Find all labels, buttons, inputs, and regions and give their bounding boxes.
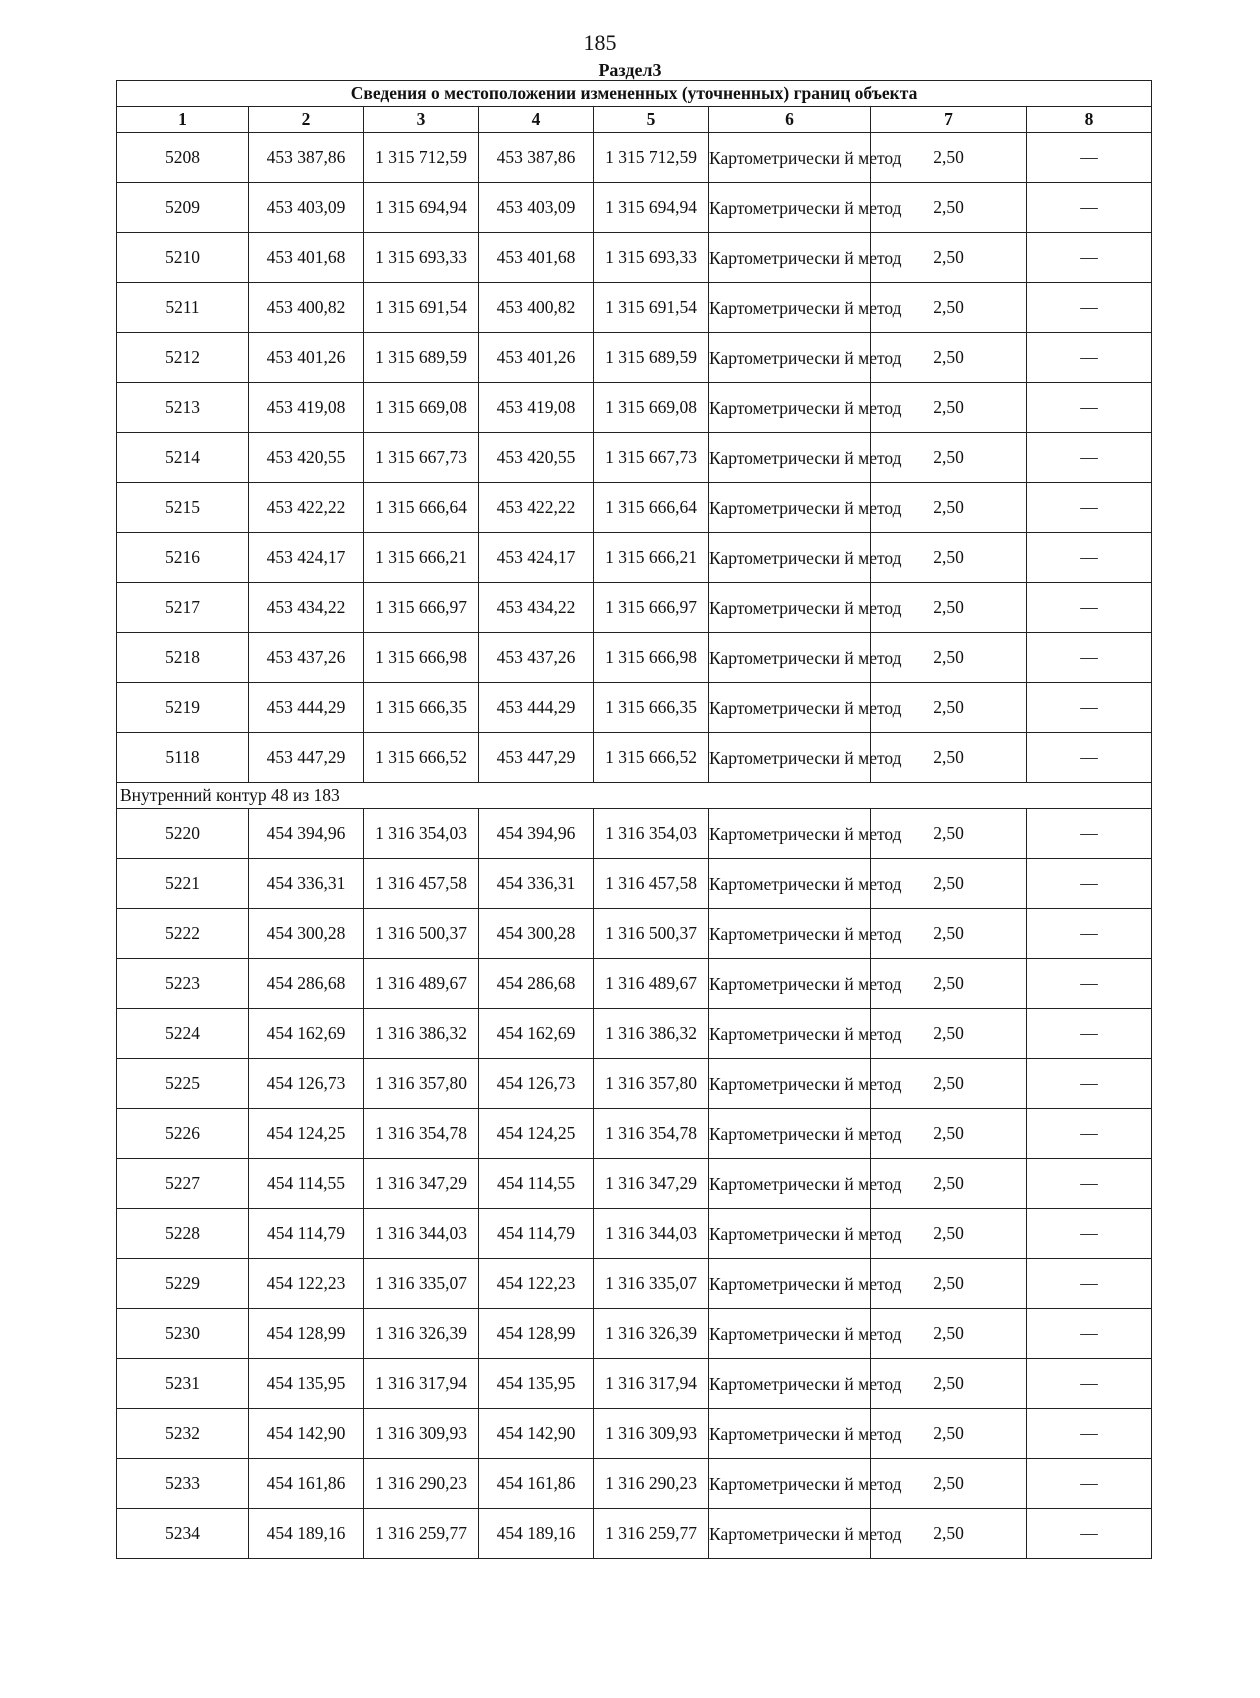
cell-x-old: 454 122,23	[249, 1259, 364, 1309]
cell-y-old: 1 316 317,94	[364, 1359, 479, 1409]
cell-point-number: 5225	[117, 1059, 249, 1109]
cell-method: Картометрически й метод	[709, 233, 871, 283]
cell-x-new: 454 114,55	[479, 1159, 594, 1209]
cell-y-old: 1 316 354,03	[364, 809, 479, 859]
cell-y-new: 1 315 712,59	[594, 133, 709, 183]
cell-x-old: 453 447,29	[249, 733, 364, 783]
table-row	[117, 183, 1152, 233]
table-row	[117, 1209, 1152, 1259]
cell-x-old: 454 126,73	[249, 1059, 364, 1109]
cell-y-new: 1 315 666,64	[594, 483, 709, 533]
cell-point-number: 5218	[117, 633, 249, 683]
cell-x-new: 454 300,28	[479, 909, 594, 959]
cell-y-old: 1 315 667,73	[364, 433, 479, 483]
column-number-row	[117, 107, 1152, 133]
cell-x-old: 453 401,26	[249, 333, 364, 383]
cell-x-new: 453 422,22	[479, 483, 594, 533]
column-number-8: 8	[1027, 107, 1152, 133]
cell-accuracy: 2,50	[871, 959, 1027, 1009]
column-number-7: 7	[871, 107, 1027, 133]
cell-accuracy: 2,50	[871, 733, 1027, 783]
cell-y-old: 1 316 344,03	[364, 1209, 479, 1259]
cell-accuracy: 2,50	[871, 909, 1027, 959]
table-row	[117, 233, 1152, 283]
table-title-row	[117, 81, 1152, 107]
cell-y-old: 1 315 666,21	[364, 533, 479, 583]
cell-x-new: 453 424,17	[479, 533, 594, 583]
table-row	[117, 1159, 1152, 1209]
cell-description: —	[1027, 533, 1152, 583]
cell-x-old: 453 444,29	[249, 683, 364, 733]
cell-accuracy: 2,50	[871, 183, 1027, 233]
table-row	[117, 809, 1152, 859]
cell-method: Картометрически й метод	[709, 283, 871, 333]
table-row	[117, 383, 1152, 433]
cell-x-old: 454 114,79	[249, 1209, 364, 1259]
cell-point-number: 5209	[117, 183, 249, 233]
cell-y-new: 1 315 694,94	[594, 183, 709, 233]
cell-x-new: 454 162,69	[479, 1009, 594, 1059]
cell-description: —	[1027, 283, 1152, 333]
cell-y-new: 1 316 259,77	[594, 1509, 709, 1559]
cell-y-old: 1 316 357,80	[364, 1059, 479, 1109]
cell-method: Картометрически й метод	[709, 183, 871, 233]
cell-x-new: 454 142,90	[479, 1409, 594, 1459]
cell-y-old: 1 315 694,94	[364, 183, 479, 233]
cell-method: Картометрически й метод	[709, 483, 871, 533]
cell-description: —	[1027, 1059, 1152, 1109]
table-row	[117, 583, 1152, 633]
cell-method: Картометрически й метод	[709, 333, 871, 383]
cell-x-new: 453 400,82	[479, 283, 594, 333]
cell-method: Картометрически й метод	[709, 1259, 871, 1309]
cell-accuracy: 2,50	[871, 433, 1027, 483]
cell-x-old: 453 419,08	[249, 383, 364, 433]
table-row	[117, 1109, 1152, 1159]
cell-x-new: 454 128,99	[479, 1309, 594, 1359]
cell-y-new: 1 316 489,67	[594, 959, 709, 1009]
cell-description: —	[1027, 1459, 1152, 1509]
cell-point-number: 5214	[117, 433, 249, 483]
cell-description: —	[1027, 183, 1152, 233]
cell-y-new: 1 316 326,39	[594, 1309, 709, 1359]
cell-description: —	[1027, 1309, 1152, 1359]
cell-accuracy: 2,50	[871, 859, 1027, 909]
cell-x-new: 454 114,79	[479, 1209, 594, 1259]
table-row	[117, 433, 1152, 483]
cell-accuracy: 2,50	[871, 1359, 1027, 1409]
table-row	[117, 683, 1152, 733]
cell-point-number: 5118	[117, 733, 249, 783]
cell-point-number: 5226	[117, 1109, 249, 1159]
cell-y-old: 1 315 666,64	[364, 483, 479, 533]
table-row	[117, 333, 1152, 383]
cell-point-number: 5215	[117, 483, 249, 533]
cell-accuracy: 2,50	[871, 233, 1027, 283]
cell-y-new: 1 315 666,97	[594, 583, 709, 633]
cell-y-old: 1 315 691,54	[364, 283, 479, 333]
cell-x-old: 454 114,55	[249, 1159, 364, 1209]
cell-method: Картометрически й метод	[709, 909, 871, 959]
table-row	[117, 533, 1152, 583]
cell-y-new: 1 315 669,08	[594, 383, 709, 433]
cell-method: Картометрически й метод	[709, 1009, 871, 1059]
cell-accuracy: 2,50	[871, 1309, 1027, 1359]
cell-description: —	[1027, 1159, 1152, 1209]
cell-point-number: 5224	[117, 1009, 249, 1059]
column-number-4: 4	[479, 107, 594, 133]
cell-method: Картометрически й метод	[709, 683, 871, 733]
cell-x-old: 453 422,22	[249, 483, 364, 533]
table-row	[117, 1459, 1152, 1509]
cell-y-new: 1 315 689,59	[594, 333, 709, 383]
cell-accuracy: 2,50	[871, 583, 1027, 633]
table-row	[117, 1309, 1152, 1359]
cell-description: —	[1027, 1259, 1152, 1309]
cell-accuracy: 2,50	[871, 809, 1027, 859]
cell-description: —	[1027, 909, 1152, 959]
cell-point-number: 5222	[117, 909, 249, 959]
table-row	[117, 133, 1152, 183]
cell-y-new: 1 316 500,37	[594, 909, 709, 959]
cell-point-number: 5228	[117, 1209, 249, 1259]
cell-accuracy: 2,50	[871, 333, 1027, 383]
cell-y-old: 1 315 666,35	[364, 683, 479, 733]
cell-accuracy: 2,50	[871, 1509, 1027, 1559]
cell-accuracy: 2,50	[871, 683, 1027, 733]
cell-x-old: 453 400,82	[249, 283, 364, 333]
cell-y-new: 1 315 693,33	[594, 233, 709, 283]
cell-x-old: 454 394,96	[249, 809, 364, 859]
cell-x-new: 453 387,86	[479, 133, 594, 183]
cell-y-new: 1 316 344,03	[594, 1209, 709, 1259]
cell-accuracy: 2,50	[871, 1209, 1027, 1259]
cell-description: —	[1027, 1109, 1152, 1159]
cell-description: —	[1027, 1359, 1152, 1409]
contour-label: Внутренний контур 48 из 183	[117, 783, 1152, 809]
cell-y-old: 1 316 259,77	[364, 1509, 479, 1559]
cell-y-new: 1 315 666,35	[594, 683, 709, 733]
cell-point-number: 5233	[117, 1459, 249, 1509]
cell-method: Картометрически й метод	[709, 433, 871, 483]
cell-accuracy: 2,50	[871, 1109, 1027, 1159]
table-row	[117, 1259, 1152, 1309]
table-title: Сведения о местоположении измененных (уточненных) границ объекта	[117, 81, 1152, 107]
cell-y-old: 1 315 666,98	[364, 633, 479, 683]
cell-description: —	[1027, 683, 1152, 733]
table-row	[117, 633, 1152, 683]
cell-y-new: 1 315 666,21	[594, 533, 709, 583]
cell-y-old: 1 315 669,08	[364, 383, 479, 433]
column-number-3: 3	[364, 107, 479, 133]
table-row	[117, 959, 1152, 1009]
cell-y-old: 1 316 326,39	[364, 1309, 479, 1359]
table-row	[117, 1059, 1152, 1109]
cell-y-new: 1 315 666,98	[594, 633, 709, 683]
column-number-5: 5	[594, 107, 709, 133]
cell-y-new: 1 315 691,54	[594, 283, 709, 333]
cell-x-old: 454 286,68	[249, 959, 364, 1009]
cell-accuracy: 2,50	[871, 1009, 1027, 1059]
cell-point-number: 5216	[117, 533, 249, 583]
cell-method: Картометрически й метод	[709, 1109, 871, 1159]
cell-x-new: 454 189,16	[479, 1509, 594, 1559]
cell-x-old: 454 142,90	[249, 1409, 364, 1459]
cell-x-new: 453 401,68	[479, 233, 594, 283]
cell-accuracy: 2,50	[871, 1259, 1027, 1309]
cell-x-new: 453 444,29	[479, 683, 594, 733]
cell-y-old: 1 316 489,67	[364, 959, 479, 1009]
cell-x-old: 454 300,28	[249, 909, 364, 959]
cell-description: —	[1027, 859, 1152, 909]
cell-accuracy: 2,50	[871, 1459, 1027, 1509]
cell-method: Картометрически й метод	[709, 1059, 871, 1109]
cell-accuracy: 2,50	[871, 633, 1027, 683]
cell-x-old: 454 124,25	[249, 1109, 364, 1159]
cell-point-number: 5231	[117, 1359, 249, 1409]
column-number-2: 2	[249, 107, 364, 133]
cell-y-new: 1 316 317,94	[594, 1359, 709, 1409]
cell-description: —	[1027, 383, 1152, 433]
cell-y-old: 1 315 689,59	[364, 333, 479, 383]
cell-accuracy: 2,50	[871, 283, 1027, 333]
cell-description: —	[1027, 233, 1152, 283]
cell-x-old: 453 387,86	[249, 133, 364, 183]
cell-description: —	[1027, 483, 1152, 533]
cell-y-new: 1 316 354,78	[594, 1109, 709, 1159]
cell-y-new: 1 316 457,58	[594, 859, 709, 909]
cell-method: Картометрически й метод	[709, 1509, 871, 1559]
cell-method: Картометрически й метод	[709, 733, 871, 783]
cell-y-new: 1 315 666,52	[594, 733, 709, 783]
column-number-1: 1	[117, 107, 249, 133]
cell-method: Картометрически й метод	[709, 1359, 871, 1409]
cell-point-number: 5211	[117, 283, 249, 333]
cell-description: —	[1027, 1209, 1152, 1259]
cell-x-new: 454 394,96	[479, 809, 594, 859]
cell-description: —	[1027, 1009, 1152, 1059]
cell-description: —	[1027, 809, 1152, 859]
cell-description: —	[1027, 633, 1152, 683]
cell-point-number: 5234	[117, 1509, 249, 1559]
cell-description: —	[1027, 433, 1152, 483]
table-row	[117, 1009, 1152, 1059]
cell-method: Картометрически й метод	[709, 633, 871, 683]
cell-accuracy: 2,50	[871, 383, 1027, 433]
cell-method: Картометрически й метод	[709, 133, 871, 183]
cell-point-number: 5212	[117, 333, 249, 383]
cell-y-new: 1 316 354,03	[594, 809, 709, 859]
cell-y-old: 1 316 354,78	[364, 1109, 479, 1159]
cell-point-number: 5210	[117, 233, 249, 283]
cell-description: —	[1027, 583, 1152, 633]
cell-x-old: 454 135,95	[249, 1359, 364, 1409]
cell-method: Картометрически й метод	[709, 1459, 871, 1509]
cell-point-number: 5229	[117, 1259, 249, 1309]
cell-x-new: 454 124,25	[479, 1109, 594, 1159]
cell-y-new: 1 316 290,23	[594, 1459, 709, 1509]
cell-x-new: 453 419,08	[479, 383, 594, 433]
cell-x-new: 454 286,68	[479, 959, 594, 1009]
cell-accuracy: 2,50	[871, 1159, 1027, 1209]
table-row	[117, 1509, 1152, 1559]
cell-method: Картометрически й метод	[709, 1159, 871, 1209]
cell-method: Картометрически й метод	[709, 1209, 871, 1259]
cell-method: Картометрически й метод	[709, 809, 871, 859]
table-row	[117, 483, 1152, 533]
cell-y-old: 1 315 712,59	[364, 133, 479, 183]
cell-x-new: 454 135,95	[479, 1359, 594, 1409]
cell-method: Картометрически й метод	[709, 959, 871, 1009]
cell-accuracy: 2,50	[871, 533, 1027, 583]
cell-y-old: 1 316 500,37	[364, 909, 479, 959]
cell-point-number: 5227	[117, 1159, 249, 1209]
cell-point-number: 5219	[117, 683, 249, 733]
cell-y-old: 1 316 290,23	[364, 1459, 479, 1509]
cell-x-old: 453 403,09	[249, 183, 364, 233]
cell-y-old: 1 315 693,33	[364, 233, 479, 283]
boundary-coordinates-table	[116, 80, 1152, 1559]
contour-separator-row	[117, 783, 1152, 809]
cell-point-number: 5230	[117, 1309, 249, 1359]
cell-y-old: 1 316 457,58	[364, 859, 479, 909]
cell-x-new: 453 447,29	[479, 733, 594, 783]
cell-point-number: 5223	[117, 959, 249, 1009]
cell-description: —	[1027, 733, 1152, 783]
cell-description: —	[1027, 959, 1152, 1009]
cell-x-new: 453 437,26	[479, 633, 594, 683]
cell-x-old: 453 434,22	[249, 583, 364, 633]
cell-point-number: 5232	[117, 1409, 249, 1459]
section-label: Раздел3	[598, 60, 662, 80]
cell-description: —	[1027, 133, 1152, 183]
cell-description: —	[1027, 1509, 1152, 1559]
cell-method: Картометрически й метод	[709, 1409, 871, 1459]
cell-y-new: 1 316 335,07	[594, 1259, 709, 1309]
column-number-6: 6	[709, 107, 871, 133]
cell-y-new: 1 315 667,73	[594, 433, 709, 483]
cell-x-new: 453 434,22	[479, 583, 594, 633]
cell-accuracy: 2,50	[871, 1409, 1027, 1459]
table-row	[117, 1359, 1152, 1409]
cell-method: Картометрически й метод	[709, 1309, 871, 1359]
table-row	[117, 733, 1152, 783]
cell-x-new: 454 336,31	[479, 859, 594, 909]
cell-method: Картометрически й метод	[709, 533, 871, 583]
cell-y-new: 1 316 309,93	[594, 1409, 709, 1459]
cell-x-old: 453 424,17	[249, 533, 364, 583]
cell-y-new: 1 316 347,29	[594, 1159, 709, 1209]
cell-x-old: 454 128,99	[249, 1309, 364, 1359]
page-number: 185	[583, 30, 617, 55]
table-row	[117, 283, 1152, 333]
cell-point-number: 5213	[117, 383, 249, 433]
cell-y-old: 1 315 666,52	[364, 733, 479, 783]
cell-x-new: 453 403,09	[479, 183, 594, 233]
cell-description: —	[1027, 333, 1152, 383]
cell-x-old: 454 162,69	[249, 1009, 364, 1059]
cell-x-old: 454 336,31	[249, 859, 364, 909]
cell-point-number: 5221	[117, 859, 249, 909]
cell-accuracy: 2,50	[871, 1059, 1027, 1109]
cell-y-old: 1 316 309,93	[364, 1409, 479, 1459]
table-row	[117, 909, 1152, 959]
cell-y-new: 1 316 357,80	[594, 1059, 709, 1109]
cell-y-new: 1 316 386,32	[594, 1009, 709, 1059]
cell-x-new: 453 401,26	[479, 333, 594, 383]
cell-x-new: 454 126,73	[479, 1059, 594, 1109]
cell-point-number: 5217	[117, 583, 249, 633]
cell-y-old: 1 315 666,97	[364, 583, 479, 633]
table-row	[117, 1409, 1152, 1459]
cell-y-old: 1 316 335,07	[364, 1259, 479, 1309]
cell-x-old: 454 161,86	[249, 1459, 364, 1509]
cell-point-number: 5208	[117, 133, 249, 183]
cell-x-old: 454 189,16	[249, 1509, 364, 1559]
cell-method: Картометрически й метод	[709, 583, 871, 633]
table-body	[117, 133, 1152, 1559]
cell-accuracy: 2,50	[871, 483, 1027, 533]
cell-x-old: 453 420,55	[249, 433, 364, 483]
cell-y-old: 1 316 386,32	[364, 1009, 479, 1059]
cell-x-new: 454 161,86	[479, 1459, 594, 1509]
cell-y-old: 1 316 347,29	[364, 1159, 479, 1209]
cell-x-old: 453 437,26	[249, 633, 364, 683]
cell-method: Картометрически й метод	[709, 859, 871, 909]
cell-x-new: 454 122,23	[479, 1259, 594, 1309]
cell-point-number: 5220	[117, 809, 249, 859]
cell-description: —	[1027, 1409, 1152, 1459]
cell-x-old: 453 401,68	[249, 233, 364, 283]
cell-x-new: 453 420,55	[479, 433, 594, 483]
cell-method: Картометрически й метод	[709, 383, 871, 433]
cell-accuracy: 2,50	[871, 133, 1027, 183]
table-row	[117, 859, 1152, 909]
